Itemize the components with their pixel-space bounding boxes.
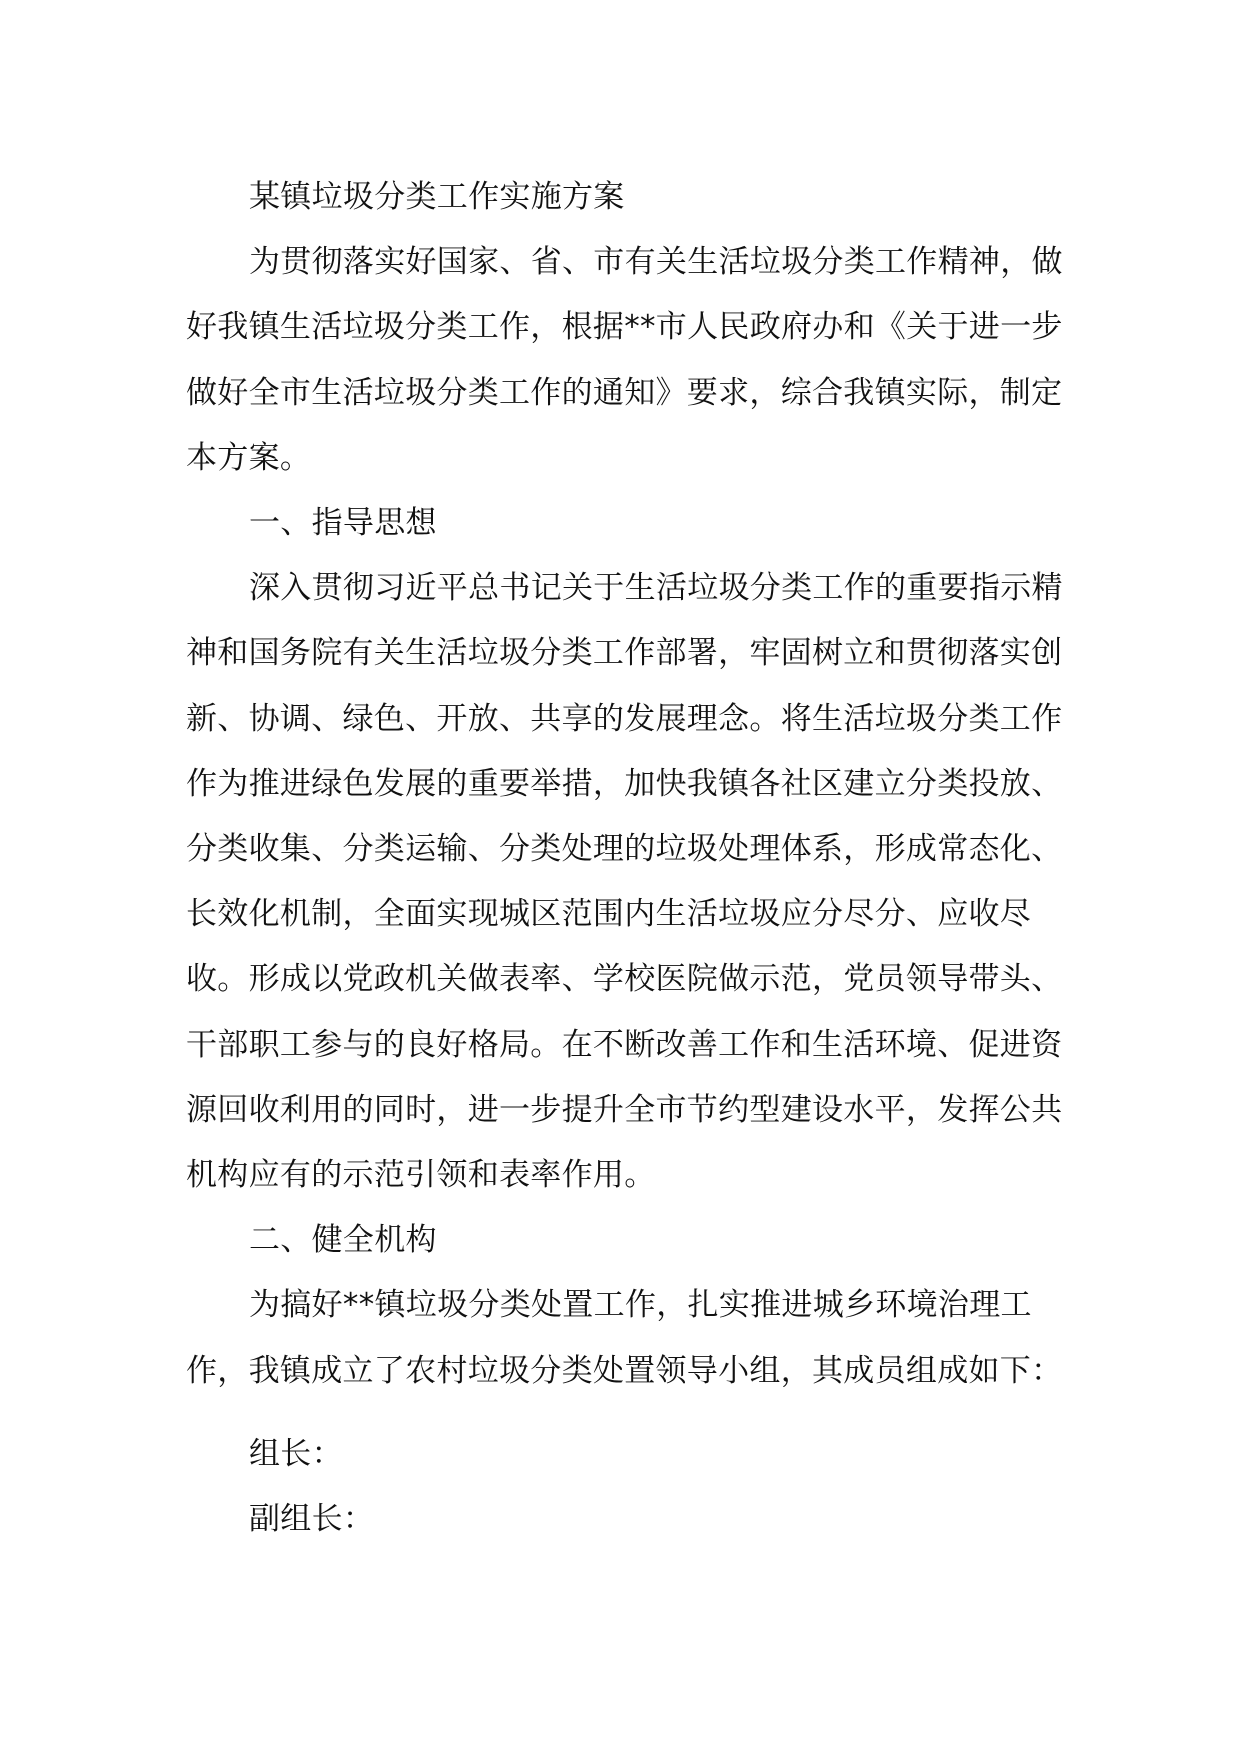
section-1-heading: 一、指导思想 — [249, 505, 437, 542]
section-2-paragraph: 为搞好**镇垃圾分类处置工作，扎实推进城乡环境治理工作，我镇成立了农村垃圾分类处置领导小组，其成员组成如下： — [186, 1287, 1063, 1389]
document-body — [186, 165, 1086, 1552]
section-1-paragraph: 深入贯彻习近平总书记关于生活垃圾分类工作的重要指示精神和国务院有关生活垃圾分类工作部署，牢固树立和贯彻落实创新、协调、绿色、开放、共享的发展理念。将生活垃圾分类工作作为推进绿色发展的重要举措，加快我镇各社区建立分类投放、分类收集、分类运输、分类处理的垃圾处理体系，形成常态化、长效化机制，全面实现城区范围内生活垃圾应分尽分、应收尽收。形成以党政机关做表率、学校医院做示范，党员领导带头、干部职工参与的良好格局。在不断改善工作和生活环境、促进资源回收利用的同时，进一步提升全市节约型建设水平，发挥公共机构应有的示范引领和表率作用。 — [186, 570, 1063, 1194]
group-leader-label: 组长： — [249, 1435, 343, 1472]
deputy-leader-label: 副组长： — [249, 1501, 375, 1538]
section-2-heading: 二、健全机构 — [249, 1222, 437, 1259]
document-title: 某镇垃圾分类工作实施方案 — [249, 179, 625, 215]
intro-paragraph: 为贯彻落实好国家、省、市有关生活垃圾分类工作精神，做好我镇生活垃圾分类工作，根据**市人民政府办和《关于进一步做好全市生活垃圾分类工作的通知》要求，综合我镇实际，制定本方案。 — [186, 244, 1063, 476]
